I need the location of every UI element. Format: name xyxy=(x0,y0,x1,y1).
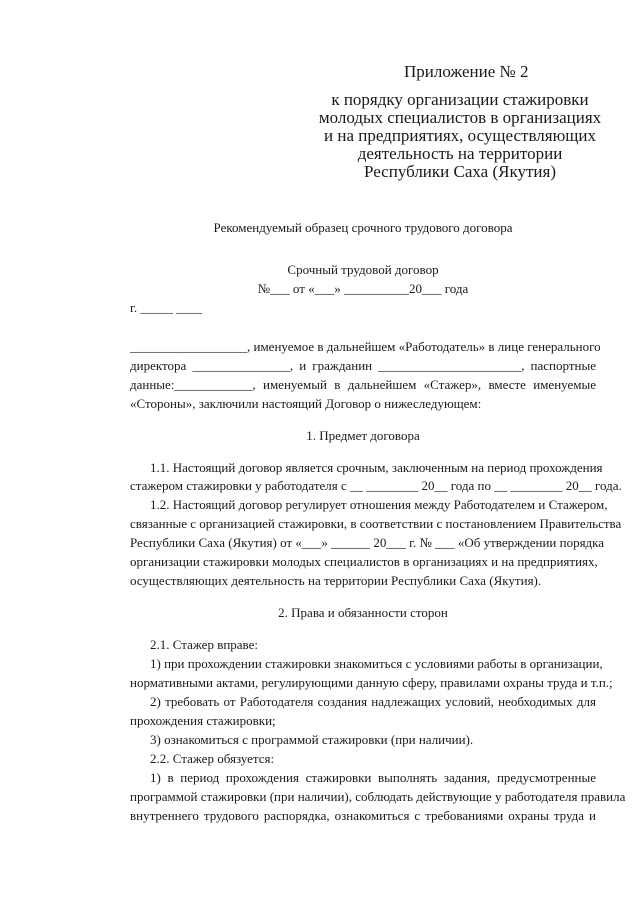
section-2-line: 2) требовать от Работодателя создания надлежащих условий, необходимых для xyxy=(150,694,596,709)
section-2-heading: 2. Права и обязанности сторон xyxy=(278,605,448,620)
preamble-line: директора _______________, и гражданин ______________________, паспортные xyxy=(130,358,596,373)
section-1-line: организации стажировки молодых специалистов в организациях и на предприятиях, xyxy=(130,554,598,569)
appendix-line: и на предприятиях, осуществляющих xyxy=(324,126,596,145)
section-1-line: осуществляющих деятельность на территории Республики Саха (Якутия). xyxy=(130,573,542,588)
section-2-line: внутреннего трудового распорядка, ознакомиться с требованиями охраны труда и xyxy=(130,808,596,823)
preamble-line: данные:____________, именуемый в дальнейшем «Стажер», вместе именуемые xyxy=(130,377,596,392)
preamble-line: «Стороны», заключили настоящий Договор о нижеследующем: xyxy=(130,396,482,411)
section-2-line: 2.2. Стажер обязуется: xyxy=(150,751,275,766)
contract-number-line: №___ от «___» __________20___ года xyxy=(257,281,469,296)
section-1-line: 1.1. Настоящий договор является срочным, заключенным на период прохождения xyxy=(150,460,603,475)
section-1-heading: 1. Предмет договора xyxy=(306,428,420,443)
section-2-line: прохождения стажировки; xyxy=(130,713,276,728)
appendix-line: Республики Саха (Якутия) xyxy=(363,162,556,181)
section-2-line: нормативными актами, регулирующими данную сферу, правилами охраны труда и т.п.; xyxy=(130,675,613,690)
section-2-line: программой стажировки (при наличии), соблюдать действующие у работодателя правила xyxy=(130,789,626,804)
section-2-line: 1) в период прохождения стажировки выполнять задания, предусмотренные xyxy=(150,770,596,785)
section-1-line: стажером стажировки у работодателя с __ ________ 20__ года по __ ________ 20__ года. xyxy=(130,478,622,493)
appendix-line: к порядку организации стажировки xyxy=(331,90,589,109)
section-2-line: 3) ознакомиться с программой стажировки (при наличии). xyxy=(150,732,474,747)
section-2-line: 2.1. Стажер вправе: xyxy=(150,637,258,652)
section-1-line: Республики Саха (Якутия) от «___» ______ 20___ г. № ___ «Об утверждении порядка xyxy=(130,535,605,550)
appendix-line: деятельность на территории xyxy=(357,144,563,163)
section-1-line: 1.2. Настоящий договор регулирует отношения между Работодателем и Стажером, xyxy=(150,497,608,512)
recommended-sample-caption: Рекомендуемый образец срочного трудового договора xyxy=(213,220,513,235)
appendix-line: молодых специалистов в организациях xyxy=(318,108,602,127)
city-line: г. _____ ____ xyxy=(130,300,203,315)
contract-title: Срочный трудовой договор xyxy=(287,262,439,277)
section-1-line: связанные с организацией стажировки, в соответствии с постановлением Правительства xyxy=(130,516,622,531)
section-2-line: 1) при прохождении стажировки знакомиться с условиями работы в организации, xyxy=(150,656,603,671)
appendix-title: Приложение № 2 xyxy=(404,62,529,81)
preamble-line: __________________, именуемое в дальнейшем «Работодатель» в лице генерального xyxy=(130,339,601,354)
